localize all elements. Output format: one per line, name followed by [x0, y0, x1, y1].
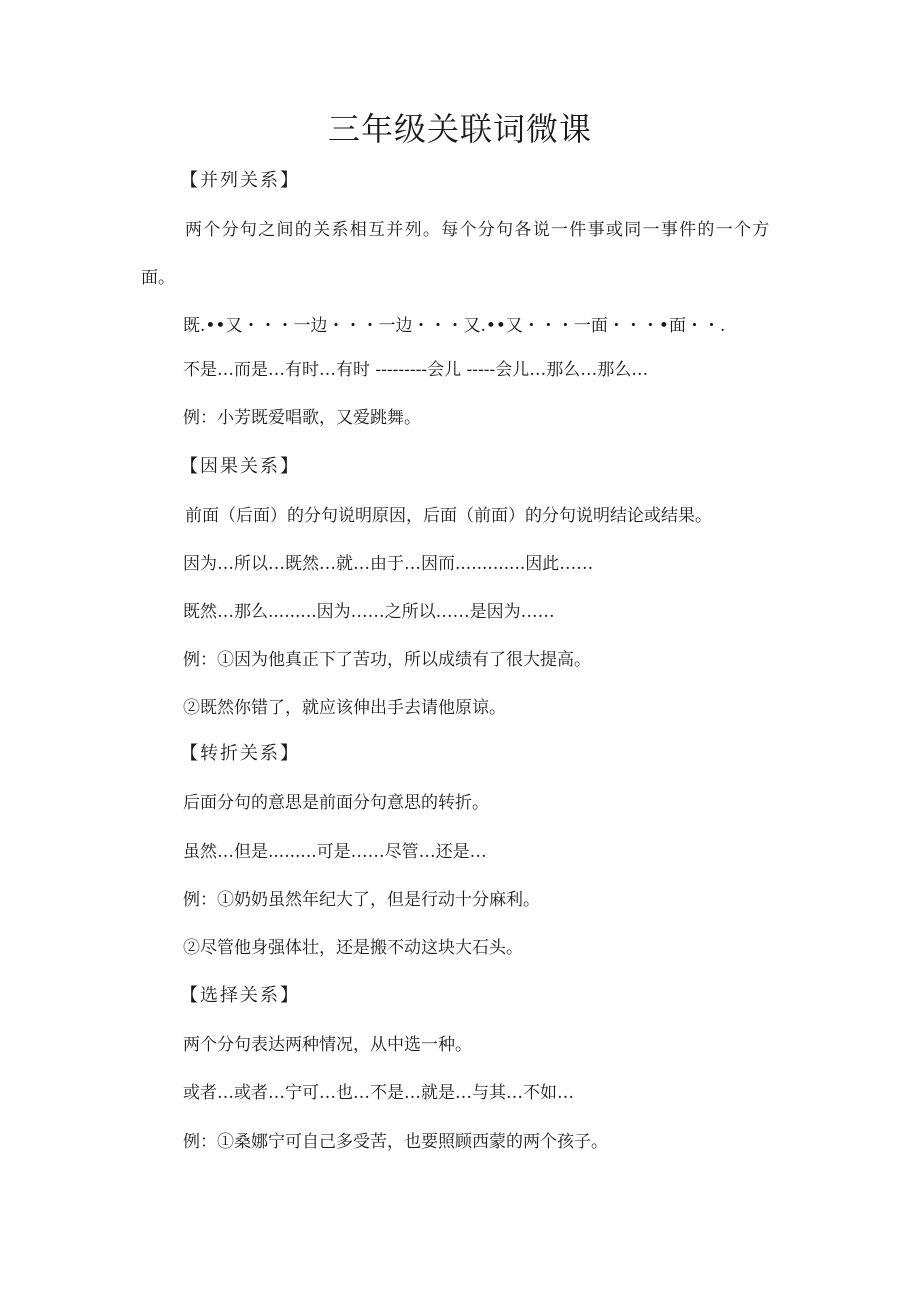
- section-example-contrast-1: 例：①奶奶虽然年纪大了，但是行动十分麻利。: [183, 890, 540, 910]
- section-definition-choice: 两个分句表达两种情况，从中选一种。: [183, 1035, 472, 1055]
- section-words-parallel-2: 不是…而是…有时…有时 ---------会儿 -----会儿…那么…那么…: [183, 360, 649, 380]
- section-words-parallel-1: 既.••又・・・一边・・・一边・・・又.••又・・・一面・・・•面・・.: [183, 316, 726, 336]
- section-example-cause-1: 例：①因为他真正下了苦功，所以成绩有了很大提高。: [183, 650, 591, 670]
- section-definition-parallel-continued: 面。: [141, 268, 175, 288]
- section-words-cause-2: 既然…那么.........因为……之所以……是因为……: [183, 602, 555, 622]
- page-title: 三年级关联词微课: [327, 110, 592, 148]
- section-words-choice-1: 或者…或者…宁可…也…不是…就是…与其…不如…: [183, 1083, 574, 1103]
- section-example-contrast-2: ②尽管他身强体壮，还是搬不动这块大石头。: [183, 938, 523, 958]
- section-heading-choice: 【选择关系】: [180, 985, 300, 1006]
- section-heading-parallel: 【并列关系】: [180, 170, 300, 191]
- section-words-cause-1: 因为…所以…既然…就…由于…因而.............因此……: [183, 554, 594, 574]
- section-heading-contrast: 【转折关系】: [180, 743, 300, 764]
- section-heading-cause: 【因果关系】: [180, 456, 300, 477]
- section-example-choice-1: 例：①桑娜宁可自己多受苦，也要照顾西蒙的两个孩子。: [183, 1132, 608, 1152]
- section-words-contrast-1: 虽然…但是.........可是……尽管…还是…: [183, 842, 487, 862]
- section-example-cause-2: ②既然你错了，就应该伸出手去请他原谅。: [183, 698, 506, 718]
- section-example-parallel-1: 例：小芳既爱唱歌，又爱跳舞。: [183, 408, 421, 428]
- section-definition-parallel: 两个分句之间的关系相互并列。每个分句各说一件事或同一事件的一个方: [185, 220, 771, 240]
- section-definition-contrast: 后面分句的意思是前面分句意思的转折。: [183, 793, 489, 813]
- section-definition-cause: 前面（后面）的分句说明原因，后面（前面）的分句说明结论或结果。: [185, 506, 712, 526]
